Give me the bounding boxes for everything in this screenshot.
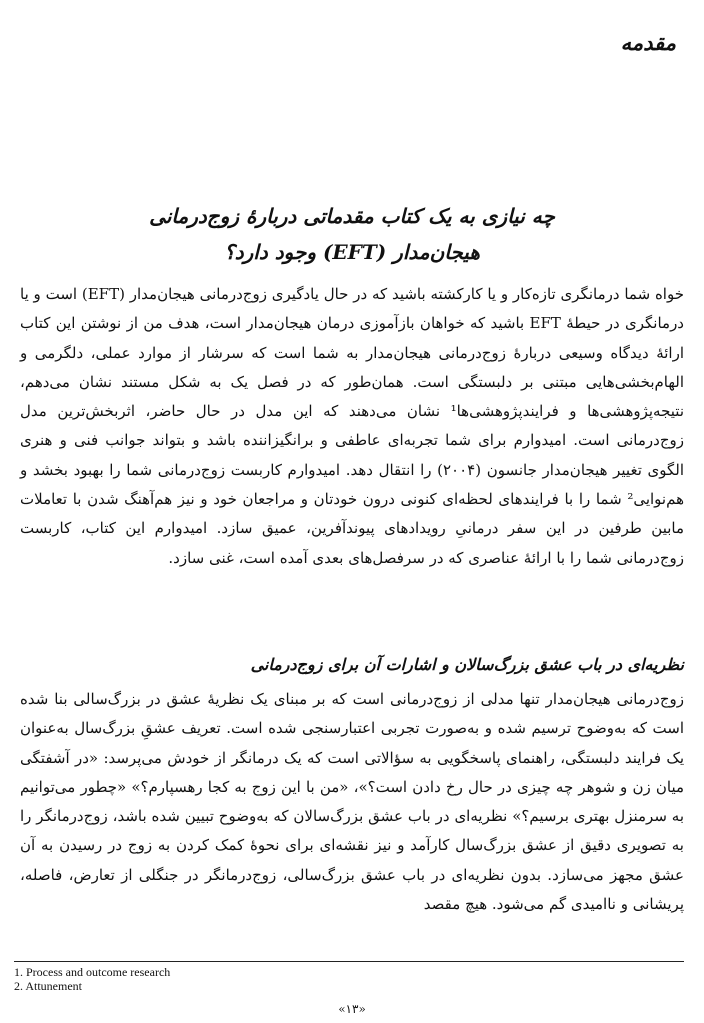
page-number: «۱۳» — [338, 1002, 366, 1016]
footnote-1: 1. Process and outcome research — [14, 965, 171, 979]
footnote-divider — [14, 961, 684, 962]
subsection-heading: نظریه‌ای در باب عشق بزرگ‌سالان و اشارات آن برای زوج‌درمانی — [250, 655, 684, 674]
section-title — [60, 198, 644, 270]
title-line-1: چه نیازی به یک کتاب مقدماتی دربارۀ زوج‌درمانی — [149, 204, 555, 228]
footnotes — [14, 965, 170, 993]
intro-paragraph: خواه شما درمانگری تازه‌کار و یا کارکشته باشید که در حال یادگیری زوج‌درمانی هیجان‌مدار (EFT) است و یا درمانگری در حیطۀ EFT باشید که خواهان بازآموزی درمان هیجان‌مدار است، هدف من از نوشتن این کتاب ارائۀ دیدگاه وسیعی دربارۀ زوج‌درمانی هیجان‌مدار به شما است که سرشار از موارد عملی، دلگرمی و الهام‌بخشی‌هایی مبتنی بر دلبستگی است. همان‌طور که در فصل یک به شکل مستند نشان می‌دهم، نتیجه‌پژوهشی‌ها و فرایندپژوهشی‌ها¹ نشان می‌دهند که این مدل در حال حاضر، اثربخش‌ترین مدل زوج‌درمانی است. امیدوارم برای شما تجربه‌ای عاطفی و برانگیزاننده باشد و بتواند جوانب فنی و هنری الگوی تغییر هیجان‌مدار جانسون (۲۰۰۴) را انتقال دهد. امیدوارم کاربست زوج‌درمانی شما را بهبود بخشد و هم‌نوایی² شما را با فرایندهای لحظه‌ای کنونی درون خودتان و مراجعان خود و نیز هم‌آهنگ شدن با تعاملات مابین طرفین در این سفر درمانیِ رویدادهای پیوندآفرین، عمیق سازد. امیدوارم این کتاب، کاربست زوج‌درمانی شما را با ارائۀ عناصری که در سرفصل‌های بعدی آمده است، غنی سازد. — [20, 285, 685, 567]
title-line-2: هیجان‌مدار (EFT) وجود دارد؟ — [224, 240, 480, 264]
footnote-2: 2. Attunement — [14, 979, 82, 993]
theory-paragraph: زوج‌درمانی هیجان‌مدار تنها مدلی از زوج‌درمانی است که بر مبنای یک نظریۀ عشق در بزرگ‌سالی بنا شده است که به‌وضوح ترسیم شده و به‌صورت تجربی اعتبارسنجی شده است. تعریف عشقِ بزرگ‌سال به‌عنوان یک فرایند دلبستگی، راهنمای پاسخگویی به سؤالاتی است که یک درمانگر از خودش می‌پرسد: «در آشفتگی میان زن و شوهر چه چیزی در حال رخ دادن است؟»، «من با این زوج به کجا رهسپارم؟» «چطور می‌توانیم به سرمنزل بهتری برسیم؟» نظریه‌ای در باب عشق بزرگ‌سالان که به‌وضوح تبیین شده باشد، زوج‌درمانگر را به تصویری دقیق از عشق بزرگ‌سال کارآمد و نیز نقشه‌ای برای نحوۀ کمک کردن به زوج در رسیدن به آن عشق مجهز می‌سازد. بدون نظریه‌ای در باب عشق بزرگ‌سالی، زوج‌درمانگر در جنگلی از تعارض، فاصله، پریشانی و ناامیدی گم می‌شود. هیچ مقصد — [20, 690, 684, 914]
chapter-label: مقدمه — [620, 30, 676, 55]
